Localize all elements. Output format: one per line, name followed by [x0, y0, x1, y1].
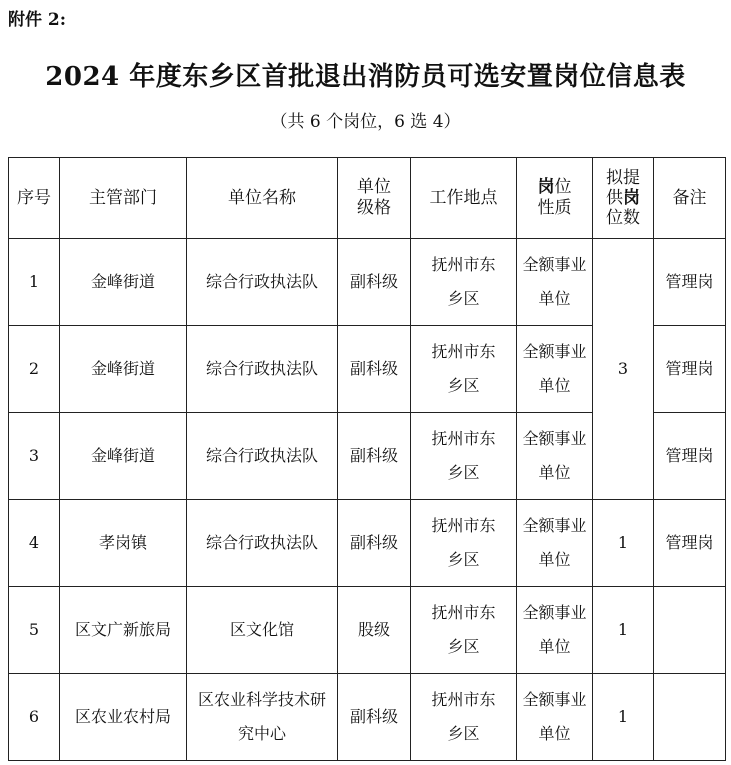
cell-level: 副科级 — [338, 413, 411, 500]
cell-location: 抚州市东乡区 — [411, 674, 517, 761]
cell-seq: 2 — [9, 326, 60, 413]
cell-seq: 3 — [9, 413, 60, 500]
cell-positions-group: 3 — [593, 239, 654, 500]
cell-unit: 区文化馆 — [187, 587, 338, 674]
cell-note — [654, 674, 726, 761]
header-location: 工作地点 — [411, 158, 517, 239]
cell-dept: 区文广新旅局 — [60, 587, 187, 674]
header-unit-level: 单位级格 — [338, 158, 411, 239]
cell-unit: 综合行政执法队 — [187, 413, 338, 500]
table-header-row — [9, 158, 726, 239]
cell-level: 副科级 — [338, 674, 411, 761]
cell-note: 管理岗 — [654, 500, 726, 587]
header-positions: 拟提供岗位数 — [593, 158, 654, 239]
table-row — [9, 587, 726, 674]
page-title: 2024 年度东乡区首批退出消防员可选安置岗位信息表 — [45, 62, 686, 92]
attachment-label: 附件 2: — [8, 10, 67, 30]
cell-location: 抚州市东乡区 — [411, 587, 517, 674]
cell-unit: 综合行政执法队 — [187, 326, 338, 413]
cell-dept: 金峰街道 — [60, 326, 187, 413]
cell-level: 副科级 — [338, 239, 411, 326]
cell-level: 股级 — [338, 587, 411, 674]
cell-unit: 综合行政执法队 — [187, 500, 338, 587]
header-nature: 岗位性质 — [517, 158, 593, 239]
table-row — [9, 674, 726, 761]
cell-nature: 全额事业单位 — [517, 413, 593, 500]
header-note: 备注 — [654, 158, 726, 239]
table-row — [9, 500, 726, 587]
header-seq: 序号 — [9, 158, 60, 239]
cell-location: 抚州市东乡区 — [411, 500, 517, 587]
positions-table — [8, 157, 726, 761]
cell-location: 抚州市东乡区 — [411, 326, 517, 413]
page-subtitle: （共 6 个岗位，6 选 4） — [270, 112, 461, 132]
cell-seq: 6 — [9, 674, 60, 761]
cell-unit: 综合行政执法队 — [187, 239, 338, 326]
cell-dept: 孝岗镇 — [60, 500, 187, 587]
cell-nature: 全额事业单位 — [517, 326, 593, 413]
cell-positions: 1 — [593, 674, 654, 761]
cell-note: 管理岗 — [654, 326, 726, 413]
cell-positions: 1 — [593, 587, 654, 674]
cell-nature: 全额事业单位 — [517, 587, 593, 674]
cell-dept: 区农业农村局 — [60, 674, 187, 761]
cell-note — [654, 587, 726, 674]
cell-dept: 金峰街道 — [60, 413, 187, 500]
cell-seq: 1 — [9, 239, 60, 326]
cell-seq: 4 — [9, 500, 60, 587]
cell-location: 抚州市东乡区 — [411, 239, 517, 326]
table-row — [9, 239, 726, 326]
header-unit-name: 单位名称 — [187, 158, 338, 239]
cell-positions: 1 — [593, 500, 654, 587]
cell-level: 副科级 — [338, 326, 411, 413]
cell-nature: 全额事业单位 — [517, 239, 593, 326]
cell-nature: 全额事业单位 — [517, 674, 593, 761]
cell-level: 副科级 — [338, 500, 411, 587]
cell-location: 抚州市东乡区 — [411, 413, 517, 500]
cell-unit: 区农业科学技术研究中心 — [187, 674, 338, 761]
cell-nature: 全额事业单位 — [517, 500, 593, 587]
cell-note: 管理岗 — [654, 239, 726, 326]
cell-seq: 5 — [9, 587, 60, 674]
cell-note: 管理岗 — [654, 413, 726, 500]
cell-dept: 金峰街道 — [60, 239, 187, 326]
header-dept: 主管部门 — [60, 158, 187, 239]
